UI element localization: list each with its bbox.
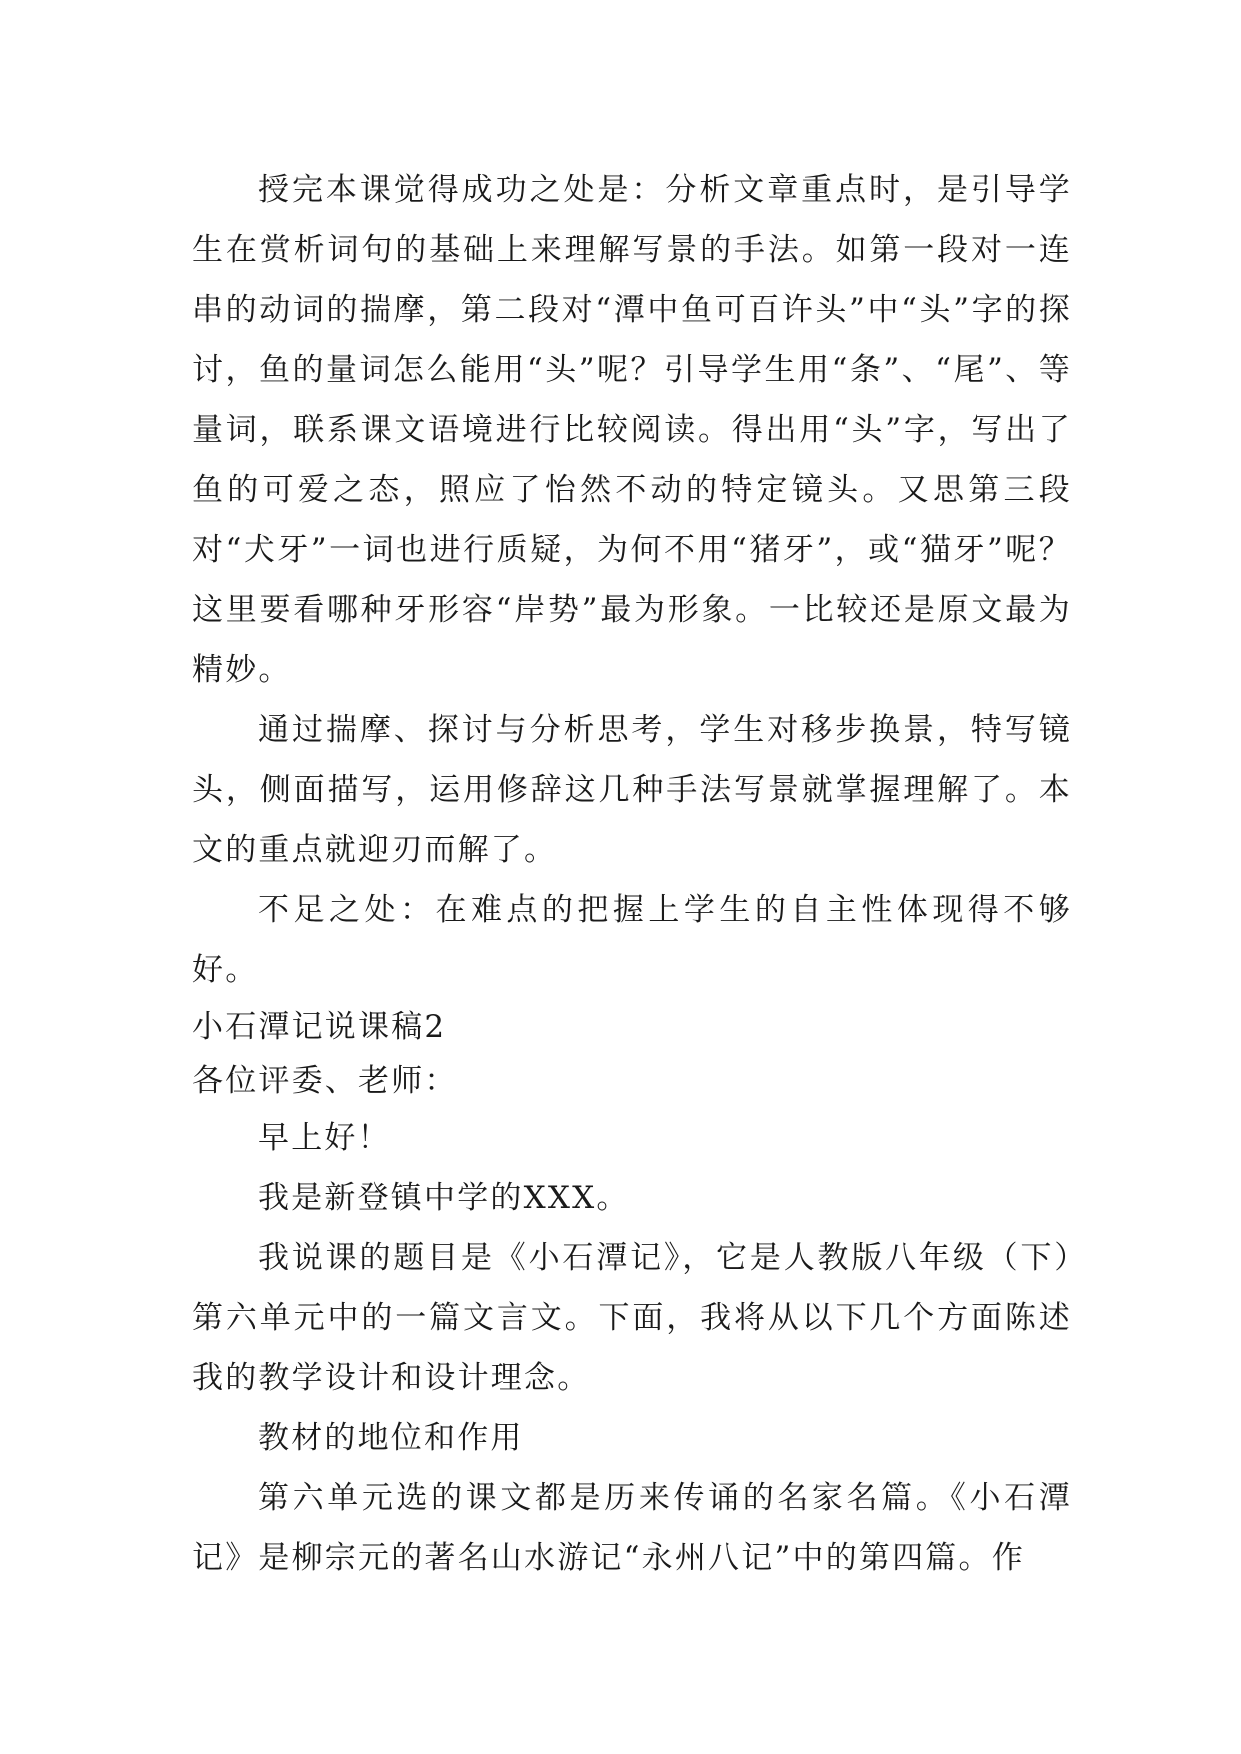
greeting-line: 各位评委、老师： (192, 1063, 458, 1099)
paragraph-lesson-topic: 我说课的题目是《小石潭记》，它是人教版八年级（下）第六单元中的一篇文言文。下面，我将从以下几个方面陈述我的教学设计和设计理念。 (192, 1240, 1072, 1396)
section-title: 小石潭记说课稿2 (192, 1009, 447, 1045)
paragraph-self-intro: 我是新登镇中学的XXX。 (258, 1180, 630, 1216)
paragraph-good-morning: 早上好！ (258, 1120, 391, 1156)
paragraph-shortcomings: 不足之处：在难点的把握上学生的自主性体现得不够好。 (192, 892, 1072, 988)
paragraph-unit-overview: 第六单元选的课文都是历来传诵的名家名篇。《小石潭记》是柳宗元的著名山水游记“永州八记”中的第四篇。作 (192, 1480, 1072, 1576)
paragraph-methods-summary: 通过揣摩、探讨与分析思考，学生对移步换景，特写镜头，侧面描写，运用修辞这几种手法写景就掌握理解了。本文的重点就迎刃而解了。 (192, 712, 1072, 868)
paragraph-success-analysis: 授完本课觉得成功之处是：分析文章重点时，是引导学生在赏析词句的基础上来理解写景的手法。如第一段对一连串的动词的揣摩，第二段对“潭中鱼可百许头”中“头”字的探讨，鱼的量词怎么能用“头”呢？引导学生用“条”、“尾”、等量词，联系课文语境进行比较阅读。得出用“头”字，写出了鱼的可爱之态，照应了怡然不动的特定镜头。又思第三段对“犬牙”一词也进行质疑，为何不用“猪牙”，或“猫牙”呢？这里要看哪种牙形容“岸势”最为形象。一比较还是原文最为精妙。 (192, 172, 1072, 688)
document-body (192, 160, 1072, 1588)
subheading-textbook-role: 教材的地位和作用 (258, 1420, 524, 1456)
